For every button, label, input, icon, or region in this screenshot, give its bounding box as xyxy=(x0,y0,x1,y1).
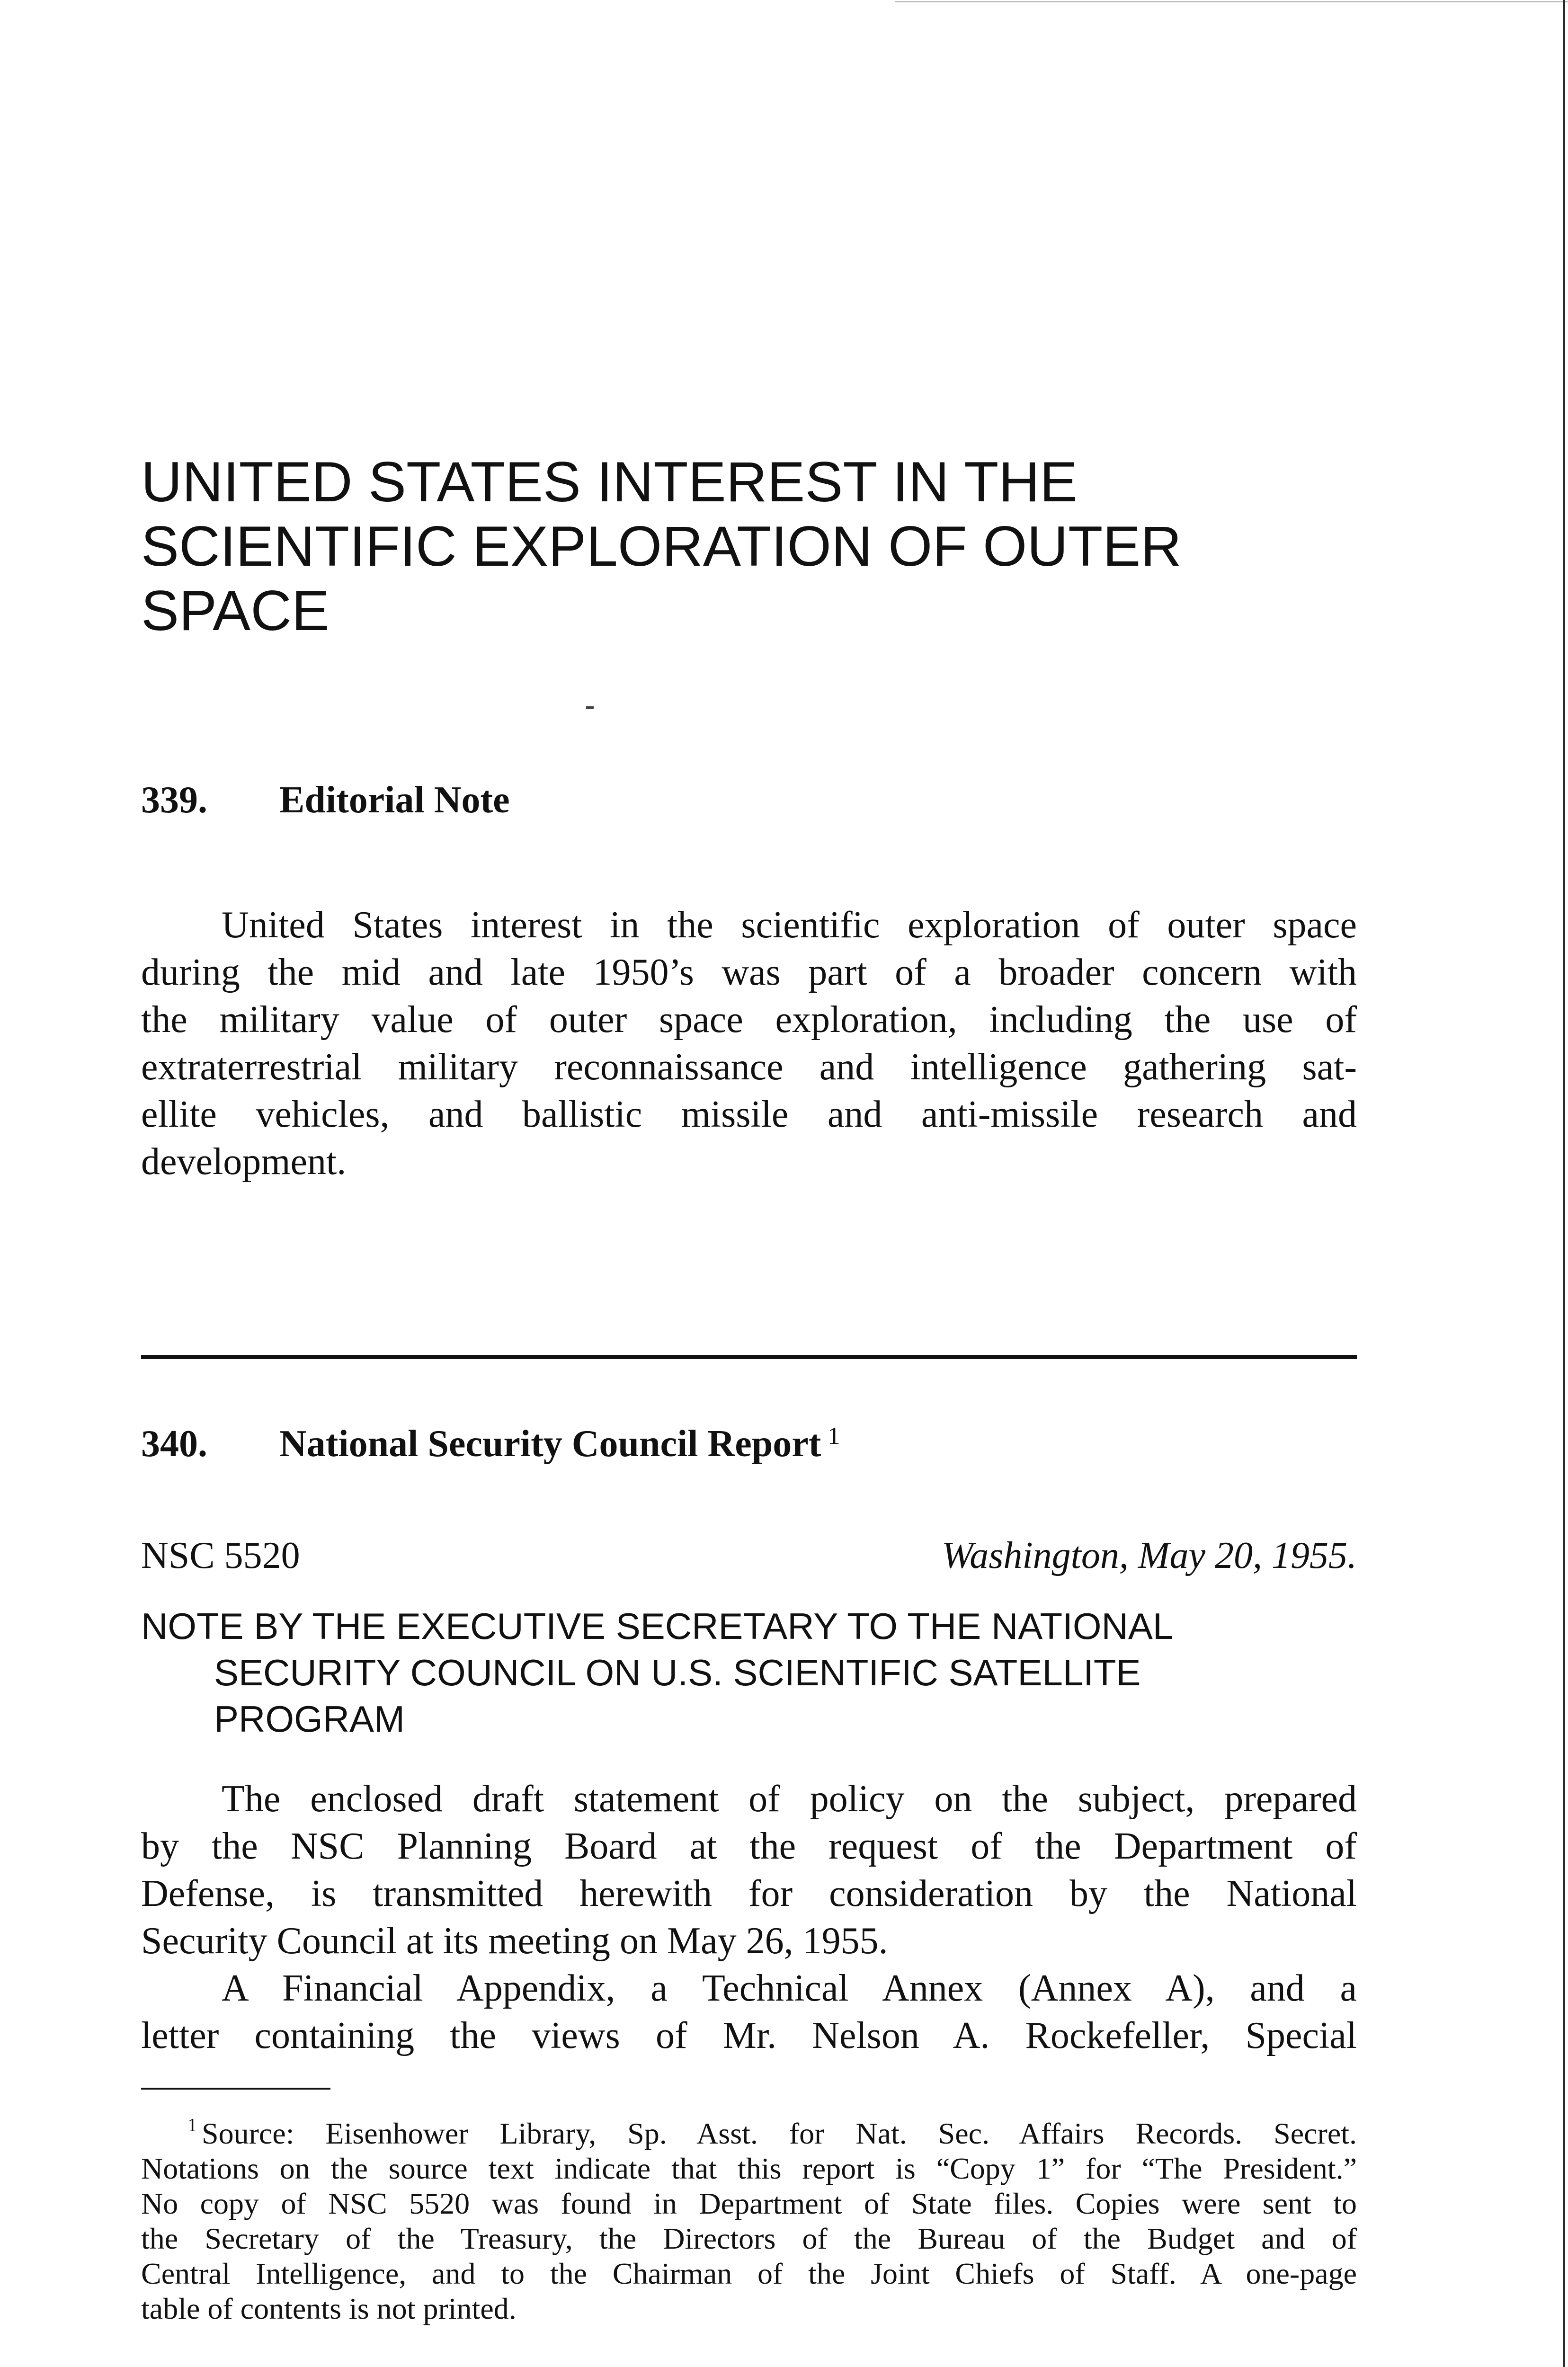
document-number: NSC 5520 xyxy=(141,1535,300,1576)
stray-mark xyxy=(586,706,594,709)
body-line: development. xyxy=(141,1141,347,1183)
footnote-line xyxy=(141,2108,1357,2151)
footnote-marker: 1 xyxy=(187,2114,197,2136)
body-line: by the NSC Planning Board at the request of the Department of xyxy=(141,1825,1357,1867)
footnote-reference: 1 xyxy=(828,1423,840,1450)
footnote-line: Central Intelligence, and to the Chairman of the Joint Chiefs of Staff. A one-page xyxy=(141,2257,1357,2290)
section-339-heading xyxy=(141,776,510,824)
chapter-title xyxy=(141,450,1419,643)
note-title-line: NOTE BY THE EXECUTIVE SECRETARY TO THE NATIONAL xyxy=(141,1605,1174,1647)
note-title xyxy=(141,1603,1357,1742)
body-line: Defense, is transmitted herewith for consideration by the National xyxy=(141,1873,1357,1914)
body-line: extraterrestrial military reconnaissance and intelligence gathering sat- xyxy=(141,1046,1357,1088)
footnote-line: the Secretary of the Treasury, the Directors of the Bureau of the Budget and of xyxy=(141,2222,1357,2255)
dateline: Washington, May 20, 1955. xyxy=(941,1535,1357,1576)
section-number: 340. xyxy=(141,1423,207,1465)
footnote xyxy=(141,2108,1357,2326)
note-title-line: SECURITY COUNCIL ON U.S. SCIENTIFIC SATELLITE xyxy=(214,1652,1141,1693)
section-divider xyxy=(141,1355,1357,1359)
footnote-rule xyxy=(141,2088,330,2090)
chapter-title-line: SPACE xyxy=(141,579,330,642)
chapter-title-line: UNITED STATES INTEREST IN THE xyxy=(141,450,1078,514)
footnote-line: table of contents is not printed. xyxy=(141,2292,517,2325)
footnote-line: No copy of NSC 5520 was found in Department of State files. Copies were sent to xyxy=(141,2187,1357,2220)
body-line: during the mid and late 1950’s was part of a broader concern with xyxy=(141,952,1357,993)
section-340-heading xyxy=(141,1413,840,1468)
section-title: National Security Council Report xyxy=(279,1423,821,1465)
body-line: Security Council at its meeting on May 26, 1955. xyxy=(141,1920,888,1962)
footnote-line: Notations on the source text indicate that this report is “Copy 1” for “The President.” xyxy=(141,2152,1357,2185)
body-line: United States interest in the scientific exploration of outer space xyxy=(222,904,1357,946)
body-line: letter containing the views of Mr. Nelson A. Rockefeller, Special xyxy=(141,2015,1357,2056)
body-line: A Financial Appendix, a Technical Annex (Annex A), and a xyxy=(222,1967,1357,2009)
report-body xyxy=(141,1775,1357,2059)
body-line: ellite vehicles, and ballistic missile and anti-missile research and xyxy=(141,1094,1357,1135)
right-edge-line xyxy=(1563,0,1565,2367)
top-edge-line xyxy=(895,1,1568,2)
body-line: the military value of outer space exploration, including the use of xyxy=(141,999,1357,1041)
note-title-line: PROGRAM xyxy=(214,1698,405,1740)
footnote-text: Source: Eisenhower Library, Sp. Asst. for Nat. Sec. Affairs Records. Secret. xyxy=(202,2117,1357,2150)
body-line: The enclosed draft statement of policy on the subject, prepared xyxy=(222,1778,1357,1820)
section-number: 339. xyxy=(141,779,207,821)
chapter-title-line: SCIENTIFIC EXPLORATION OF OUTER xyxy=(141,515,1182,578)
section-title: Editorial Note xyxy=(279,779,510,821)
editorial-note-body xyxy=(141,901,1357,1185)
